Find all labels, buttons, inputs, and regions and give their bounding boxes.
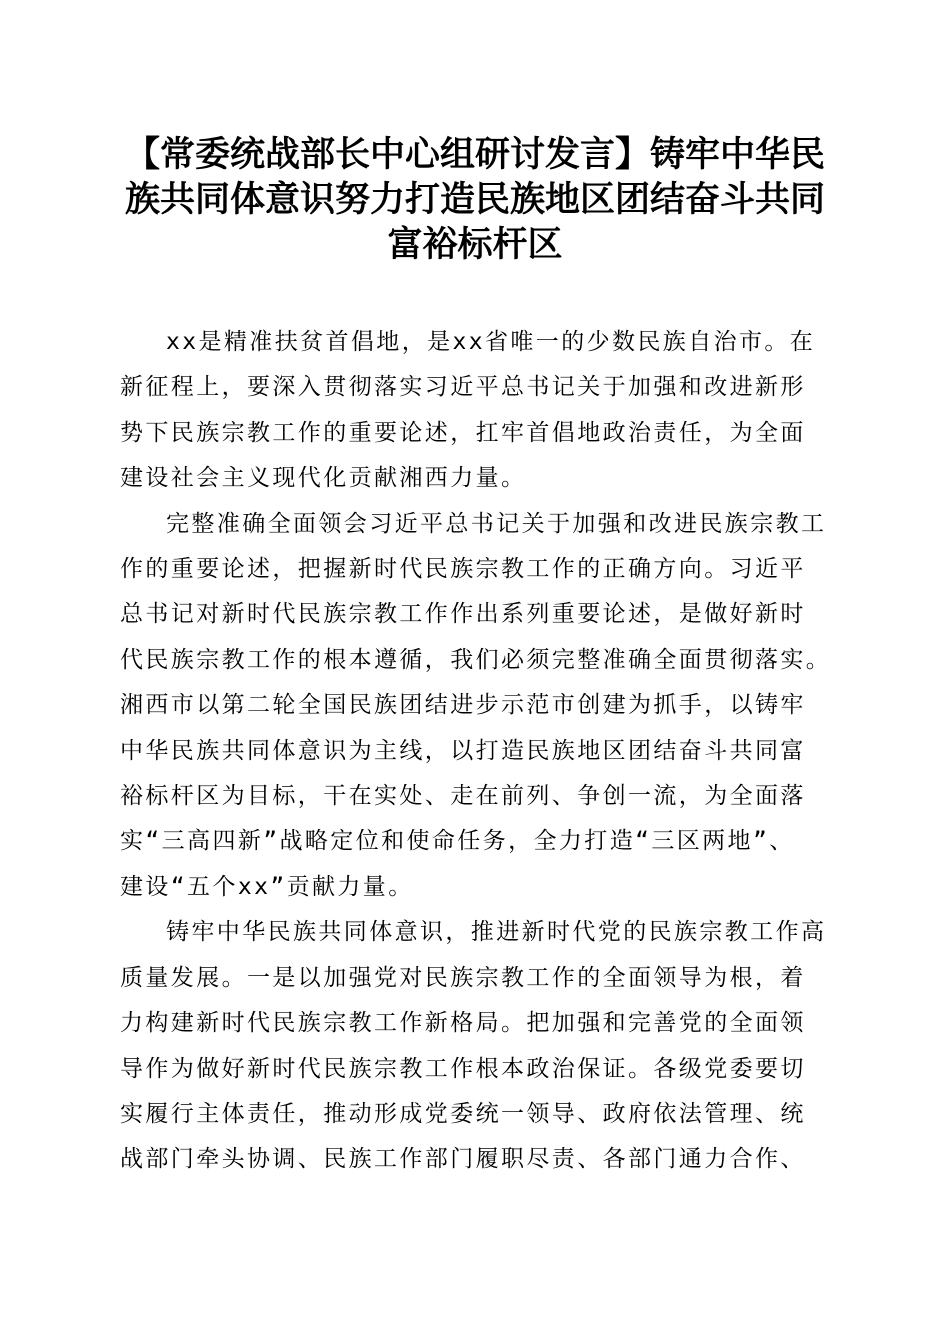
title-line: 富裕标杆区 — [387, 224, 563, 265]
paragraph-line: xx是精准扶贫首倡地，是xx省唯一的少数民族自治市。在 — [166, 329, 816, 355]
paragraph-3 — [120, 910, 840, 1182]
paragraph-line: 导作为做好新时代民族宗教工作根本政治保证。各级党委要切 — [120, 1055, 806, 1082]
paragraph-line: 完整准确全面领会习近平总书记关于加强和改进民族宗教工 — [166, 510, 827, 537]
paragraph-line: 战部门牵头协调、民族工作部门履职尽责、各部门通力合作、 — [120, 1146, 806, 1173]
paragraph-line: 新征程上，要深入贯彻落实习近平总书记关于加强和改进新形 — [120, 374, 806, 401]
title-line: 族共同体意识努力打造民族地区团结奋斗共同 — [124, 179, 825, 220]
paragraph-line: 实“三高四新”战略定位和使命任务，全力打造“三区两地”、 — [120, 828, 795, 855]
paragraph-line: 中华民族共同体意识为主线，以打造民族地区团结奋斗共同富 — [120, 737, 806, 764]
title-line: 【常委统战部长中心组研讨发言】铸牢中华民 — [124, 134, 825, 175]
paragraph-2 — [120, 502, 840, 911]
paragraph-line: 质量发展。一是以加强党对民族宗教工作的全面领导为根，着 — [120, 964, 806, 991]
paragraph-line: 势下民族宗教工作的重要论述，扛牢首倡地政治责任，为全面 — [120, 419, 806, 446]
paragraph-line: 力构建新时代民族宗教工作新格局。把加强和完善党的全面领 — [120, 1010, 806, 1037]
paragraph-line: 总书记对新时代民族宗教工作作出系列重要论述，是做好新时 — [120, 601, 806, 628]
paragraph-1 — [120, 320, 840, 502]
paragraph-line: 作的重要论述，把握新时代民族宗教工作的正确方向。习近平 — [120, 556, 806, 583]
document-body — [120, 320, 840, 1183]
paragraph-line: 建设社会主义现代化贡献湘西力量。 — [120, 465, 527, 492]
document-title — [110, 132, 840, 267]
paragraph-line: 代民族宗教工作的根本遵循，我们必须完整准确全面贯彻落实。 — [120, 646, 832, 673]
paragraph-line: 铸牢中华民族共同体意识，推进新时代党的民族宗教工作高 — [166, 919, 827, 946]
paragraph-line: 裕标杆区为目标，干在实处、走在前列、争创一流，为全面落 — [120, 783, 806, 810]
paragraph-line: 建设“五个xx”贡献力量。 — [120, 873, 414, 900]
paragraph-line: 湘西市以第二轮全国民族团结进步示范市创建为抓手，以铸牢 — [120, 692, 806, 719]
paragraph-line: 实履行主体责任，推动形成党委统一领导、政府依法管理、统 — [120, 1100, 806, 1127]
